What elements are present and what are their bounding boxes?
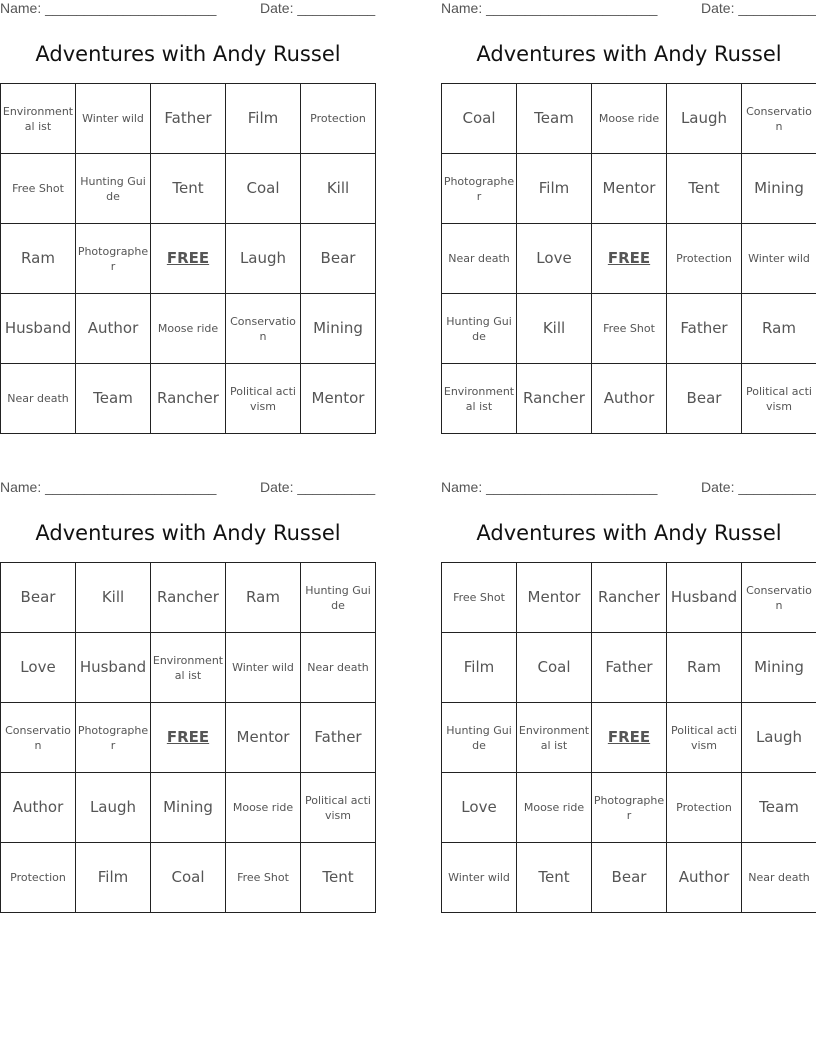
bingo-cell: Film [517,154,592,224]
bingo-cell: Political activism [742,364,816,434]
bingo-cell: Love [1,633,76,703]
bingo-grid [0,83,376,434]
bingo-cell: Film [76,843,151,913]
bingo-cell: Film [442,633,517,703]
bingo-cell: Team [76,364,151,434]
bingo-cell: Moose ride [592,84,667,154]
bingo-cell: Laugh [76,773,151,843]
bingo-cell: Winter wild [226,633,301,703]
bingo-cell: Rancher [151,364,226,434]
bingo-cell: Moose ride [226,773,301,843]
bingo-cell: Mentor [301,364,376,434]
bingo-cell: Hunting Guide [76,154,151,224]
bingo-cell: Political activism [667,703,742,773]
bingo-cell: Father [301,703,376,773]
bingo-cell: Team [742,773,816,843]
name-field-label: Name: ______________________ [0,479,217,495]
date-field-label: Date: __________ [260,479,376,495]
bingo-cell: Free Shot [442,563,517,633]
bingo-cell: Mining [742,633,816,703]
bingo-cell: Love [442,773,517,843]
bingo-cell: Protection [667,773,742,843]
bingo-cell: Author [667,843,742,913]
bingo-cell: Bear [667,364,742,434]
bingo-cell: Laugh [226,224,301,294]
bingo-cell: Conservation [742,563,816,633]
date-field-label: Date: __________ [260,0,376,16]
free-space-cell: FREE [592,703,667,773]
bingo-cell: Conservation [1,703,76,773]
bingo-cell: Free Shot [1,154,76,224]
bingo-cell: Husband [667,563,742,633]
bingo-cell: Near death [301,633,376,703]
bingo-cell: Coal [151,843,226,913]
bingo-cell: Mentor [592,154,667,224]
bingo-cell: Ram [742,294,816,364]
bingo-cell: Rancher [151,563,226,633]
bingo-cell: Protection [301,84,376,154]
card-title: Adventures with Andy Russel [476,42,782,66]
bingo-cell: Bear [301,224,376,294]
free-space-cell: FREE [151,703,226,773]
bingo-cell: Protection [667,224,742,294]
bingo-cell: Tent [667,154,742,224]
bingo-cell: Environmental ist [517,703,592,773]
bingo-cell: Tent [151,154,226,224]
bingo-cell: Political activism [226,364,301,434]
bingo-cell: Photographer [76,703,151,773]
bingo-cell: Photographer [442,154,517,224]
bingo-cell: Ram [1,224,76,294]
name-field-label: Name: ______________________ [441,0,658,16]
bingo-cell: Film [226,84,301,154]
bingo-cell: Hunting Guide [442,703,517,773]
bingo-cell: Mining [742,154,816,224]
bingo-cell: Coal [517,633,592,703]
bingo-cell: Photographer [76,224,151,294]
bingo-cell: Winter wild [76,84,151,154]
bingo-cell: Bear [592,843,667,913]
bingo-grid [441,562,816,913]
bingo-cell: Laugh [667,84,742,154]
bingo-cell: Husband [1,294,76,364]
bingo-cell: Free Shot [592,294,667,364]
bingo-cell: Bear [1,563,76,633]
bingo-cell: Environmental ist [1,84,76,154]
bingo-cell: Mining [151,773,226,843]
bingo-grid [0,562,376,913]
bingo-cell: Coal [442,84,517,154]
bingo-cell: Near death [1,364,76,434]
bingo-cell: Moose ride [151,294,226,364]
bingo-cell: Near death [742,843,816,913]
bingo-cell: Mentor [226,703,301,773]
bingo-cell: Free Shot [226,843,301,913]
card-title: Adventures with Andy Russel [35,42,341,66]
bingo-cell: Environmental ist [151,633,226,703]
bingo-cell: Near death [442,224,517,294]
bingo-cell: Father [592,633,667,703]
bingo-cell: Tent [517,843,592,913]
bingo-cell: Tent [301,843,376,913]
date-field-label: Date: __________ [701,479,816,495]
bingo-cell: Coal [226,154,301,224]
bingo-cell: Author [1,773,76,843]
free-space-cell: FREE [592,224,667,294]
bingo-cell: Husband [76,633,151,703]
bingo-cell: Environmental ist [442,364,517,434]
bingo-cell: Winter wild [442,843,517,913]
bingo-cell: Ram [667,633,742,703]
name-date-row [0,479,376,499]
name-date-row [0,0,376,20]
bingo-cell: Photographer [592,773,667,843]
bingo-cell: Ram [226,563,301,633]
bingo-cell: Rancher [517,364,592,434]
name-field-label: Name: ______________________ [0,0,217,16]
bingo-cell: Father [667,294,742,364]
bingo-cell: Political activism [301,773,376,843]
bingo-cell: Winter wild [742,224,816,294]
bingo-cell: Author [76,294,151,364]
bingo-cell: Father [151,84,226,154]
bingo-cell: Mining [301,294,376,364]
bingo-cell: Kill [76,563,151,633]
free-space-cell: FREE [151,224,226,294]
bingo-grid [441,83,816,434]
name-date-row [441,0,816,20]
bingo-cell: Laugh [742,703,816,773]
bingo-cell: Hunting Guide [301,563,376,633]
bingo-cell: Conservation [226,294,301,364]
bingo-cell: Rancher [592,563,667,633]
bingo-cell: Author [592,364,667,434]
name-field-label: Name: ______________________ [441,479,658,495]
bingo-cell: Team [517,84,592,154]
card-title: Adventures with Andy Russel [476,521,782,545]
card-title: Adventures with Andy Russel [35,521,341,545]
date-field-label: Date: __________ [701,0,816,16]
name-date-row [441,479,816,499]
bingo-cell: Kill [301,154,376,224]
bingo-cell: Mentor [517,563,592,633]
bingo-cell: Moose ride [517,773,592,843]
bingo-cell: Love [517,224,592,294]
bingo-cell: Hunting Guide [442,294,517,364]
bingo-cell: Conservation [742,84,816,154]
bingo-cell: Kill [517,294,592,364]
bingo-cell: Protection [1,843,76,913]
